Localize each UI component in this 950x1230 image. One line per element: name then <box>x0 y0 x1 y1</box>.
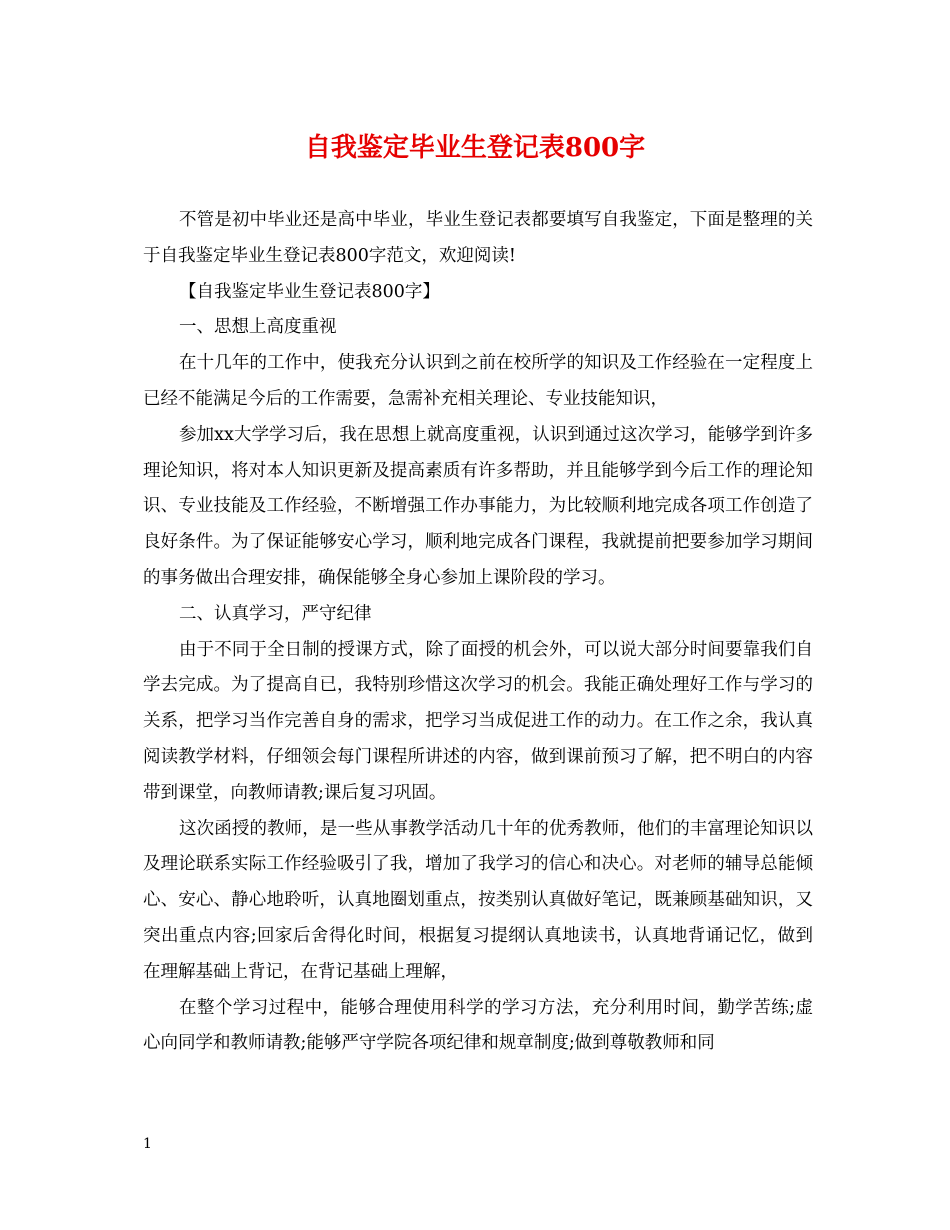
section-bracket-heading: 【自我鉴定毕业生登记表800字】 <box>179 281 440 302</box>
document-title: 自我鉴定毕业生登记表800字 <box>304 133 646 163</box>
page-number: 1 <box>143 1136 152 1152</box>
body-paragraph: 由于不同于全日制的授课方式，除了面授的机会外，可以说大部分时间要靠我们自学去完成。为了提高自已，我特别珍惜这次学习的机会。我能正确处理好工作与学习的关系，把学习当作完善自身的需求，把学习当成促进工作的动力。在工作之余，我认真阅读教学材料，仔细领会每门课程所讲述的内容，做到课前预习了解，把不明白的内容带到课堂，向教师请教;课后复习巩固。 <box>143 639 813 803</box>
document-body <box>143 203 813 1062</box>
body-paragraph: 在整个学习过程中，能够合理使用科学的学习方法，充分利用时间，勤学苦练;虚心向同学和教师请教;能够严守学院各项纪律和规章制度;做到尊敬教师和同 <box>143 997 813 1054</box>
body-paragraph: 这次函授的教师，是一些从事教学活动几十年的优秀教师，他们的丰富理论知识以及理论联系实际工作经验吸引了我，增加了我学习的信心和决心。对老师的辅导总能倾心、安心、静心地聆听，认真地圈划重点，按类别认真做好笔记，既兼顾基础知识，又突出重点内容;回家后舍得化时间，根据复习提纲认真地读书，认真地背诵记忆，做到在理解基础上背记，在背记基础上理解， <box>143 818 813 982</box>
body-paragraph: 参加xx大学学习后，我在思想上就高度重视，认识到通过这次学习，能够学到许多理论知识，将对本人知识更新及提高素质有许多帮助，并且能够学到今后工作的理论知识、专业技能及工作经验，不断增强工作办事能力，为比较顺利地完成各项工作创造了良好条件。为了保证能够安心学习，顺利地完成各门课程，我就提前把要参加学习期间的事务做出合理安排，确保能够全身心参加上课阶段的学习。 <box>143 424 813 588</box>
intro-paragraph: 不管是初中毕业还是高中毕业，毕业生登记表都要填写自我鉴定，下面是整理的关于自我鉴定毕业生登记表800字范文，欢迎阅读! <box>143 210 813 266</box>
section-heading-1: 一、思想上高度重视 <box>179 317 337 338</box>
section-heading-2: 二、认真学习，严守纪律 <box>179 603 372 624</box>
body-paragraph: 在十几年的工作中，使我充分认识到之前在校所学的知识及工作经验在一定程度上已经不能满足今后的工作需要，急需补充相关理论、专业技能知识， <box>143 353 813 409</box>
